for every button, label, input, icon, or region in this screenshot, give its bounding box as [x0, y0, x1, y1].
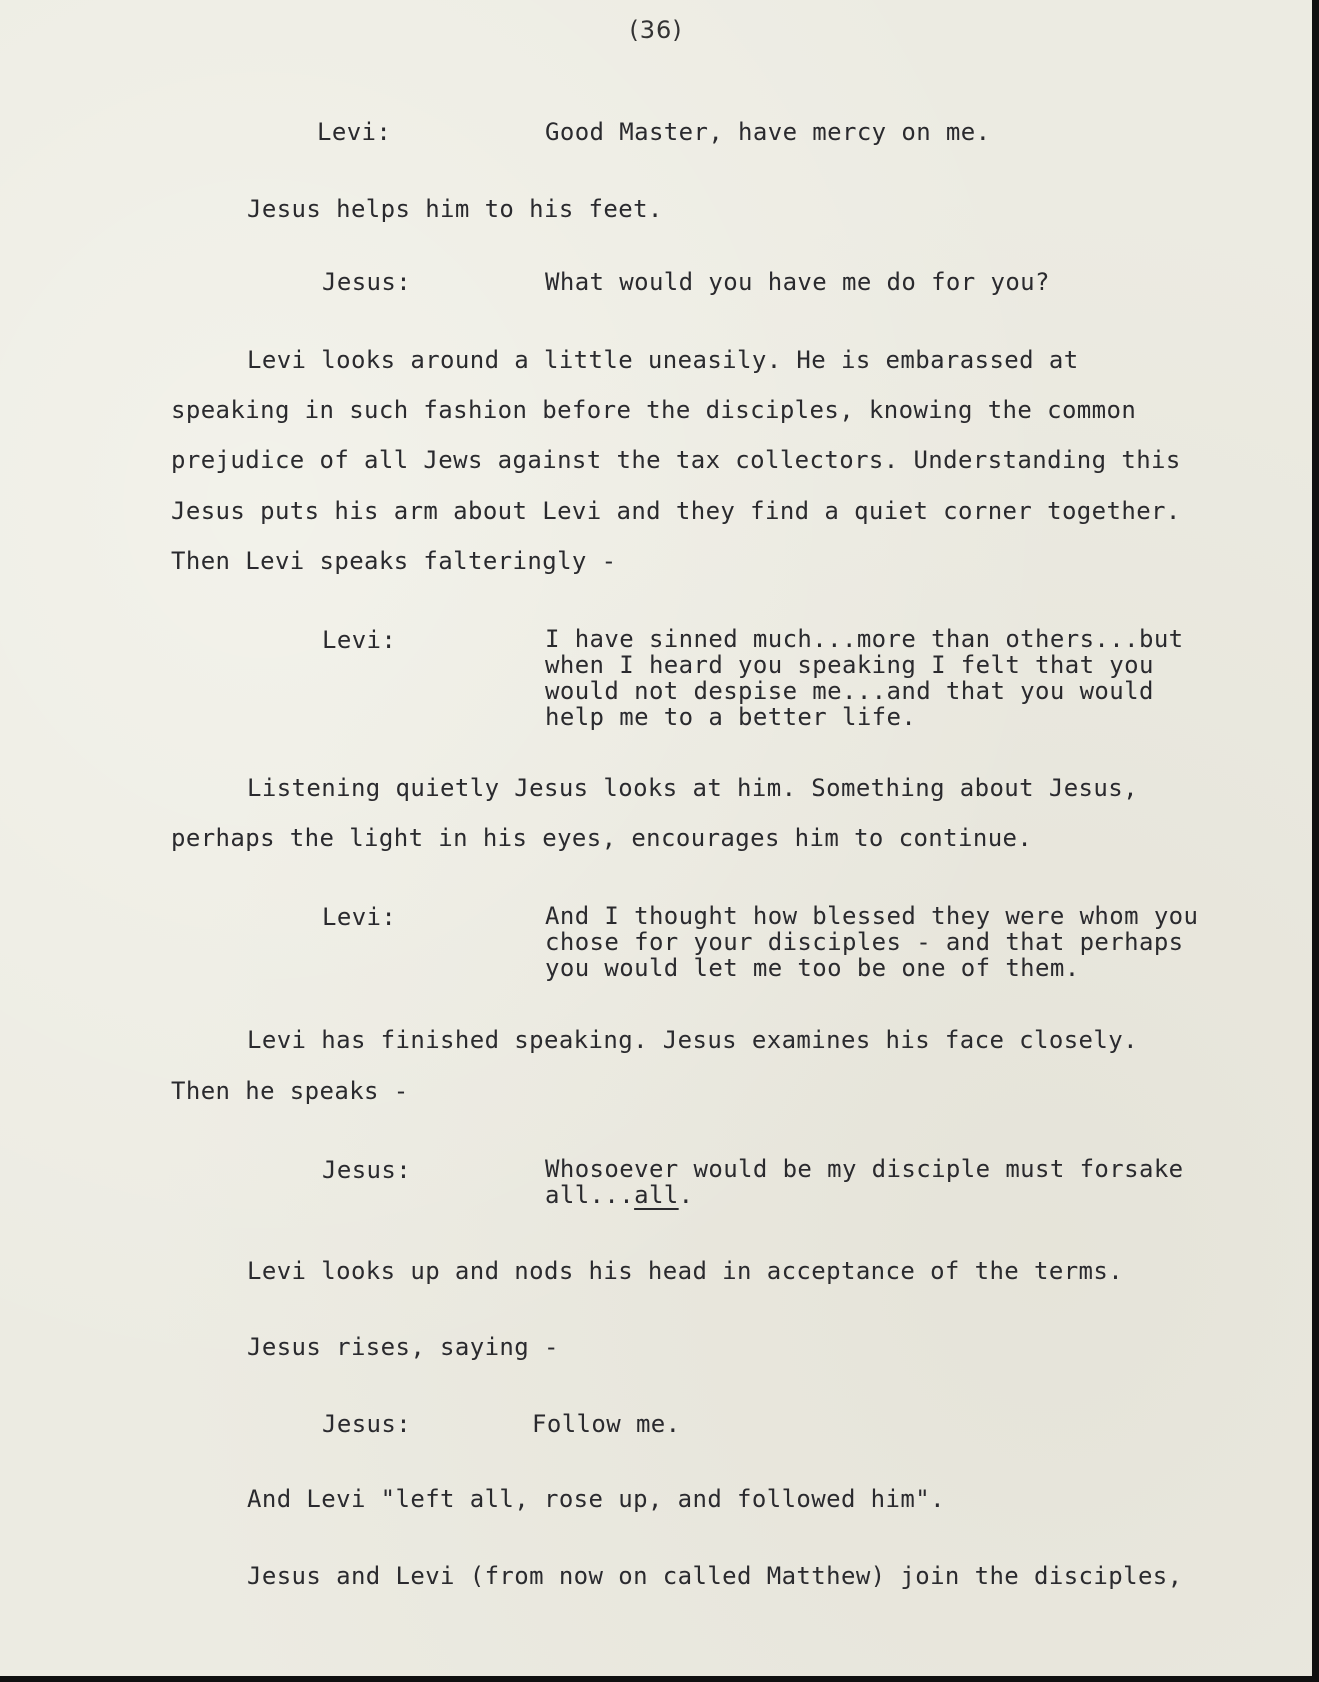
speaker-jesus: Jesus: [322, 1410, 412, 1438]
dialogue-line: when I heard you speaking I felt that you [545, 651, 1154, 679]
stage-direction: Levi looks up and nods his head in acceptance of the terms. [247, 1257, 1124, 1285]
scan-edge [0, 1676, 1319, 1682]
dialogue-line: What would you have me do for you? [545, 268, 1050, 296]
dialogue-line: would not despise me...and that you would [545, 677, 1154, 705]
dialogue-line [545, 1182, 1184, 1208]
speaker-levi: Levi: [322, 903, 397, 931]
speaker-levi: Levi: [317, 118, 392, 146]
dialogue-line: Good Master, have mercy on me. [545, 118, 991, 146]
narrative-line: Then he speaks - [171, 1077, 409, 1105]
dialogue-line: help me to a better life. [545, 703, 917, 731]
speaker-jesus: Jesus: [322, 268, 412, 296]
narrative-line: Listening quietly Jesus looks at him. Something about Jesus, [247, 774, 1138, 802]
dialogue-block [545, 1156, 1184, 1208]
emphasized-text: all [634, 1181, 679, 1209]
narrative-line: Levi looks around a little uneasily. He is embarassed at [247, 346, 1079, 374]
dialogue-block [545, 626, 1184, 730]
page-number: (36) [629, 16, 683, 44]
narrative-line: perhaps the light in his eyes, encourages him to continue. [171, 824, 1033, 852]
dialogue-line: I have sinned much...more than others...but [545, 625, 1184, 653]
stage-direction: Jesus and Levi (from now on called Matthew) join the disciples, [247, 1562, 1183, 1590]
dialogue-line: And I thought how blessed they were whom you [545, 902, 1199, 930]
speaker-jesus: Jesus: [322, 1156, 412, 1184]
stage-direction: Jesus rises, saying - [247, 1333, 559, 1361]
dialogue-block [545, 903, 1198, 981]
dialogue-line: chose for your disciples - and that perhaps [545, 928, 1184, 956]
dialogue-text: all... [545, 1181, 635, 1209]
narrative-line: prejudice of all Jews against the tax collectors. Understanding this [171, 446, 1181, 474]
dialogue-text: . [678, 1181, 694, 1209]
stage-direction: And Levi "left all, rose up, and followed him". [247, 1485, 945, 1513]
dialogue-line: you would let me too be one of them. [545, 954, 1080, 982]
narrative-line: Then Levi speaks falteringly - [171, 547, 617, 575]
narrative-line: speaking in such fashion before the disciples, knowing the common [171, 396, 1137, 424]
scan-edge [1312, 0, 1319, 1682]
narrative-line: Levi has finished speaking. Jesus examines his face closely. [247, 1026, 1138, 1054]
narrative-line: Jesus puts his arm about Levi and they find a quiet corner together. [171, 497, 1181, 525]
stage-direction: Jesus helps him to his feet. [247, 195, 663, 223]
dialogue-line: Follow me. [532, 1410, 681, 1438]
speaker-levi: Levi: [322, 626, 397, 654]
dialogue-line: Whosoever would be my disciple must forsake [545, 1155, 1184, 1183]
